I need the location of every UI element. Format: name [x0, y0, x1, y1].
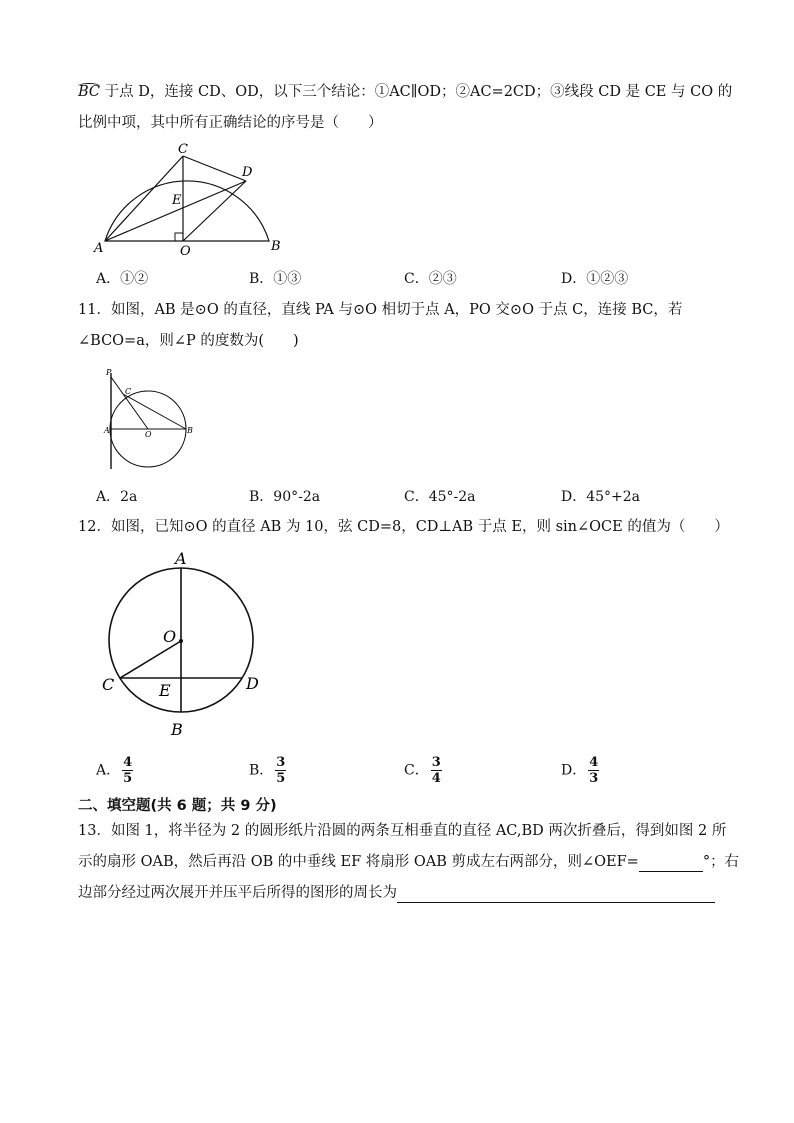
q12-option-b[interactable]: B． $\frac{3}{5}$: [249, 755, 286, 786]
q10-line-2: 比例中项，其中所有正确结论的序号是（ ）: [78, 115, 383, 131]
q11-line-2: ∠BCO=a，则∠P 的度数为( ): [78, 333, 299, 349]
q12-option-a[interactable]: A． $\frac{4}{5}$: [96, 755, 133, 786]
q10-option-a[interactable]: A．①②: [96, 271, 149, 287]
q11-line-1: 11．如图，AB 是⊙O 的直径，直线 PA 与⊙O 相切于点 A，PO 交⊙O 于点 C，连接 BC，若: [78, 302, 683, 318]
label-b: B: [187, 426, 193, 435]
label-e: E: [172, 193, 182, 208]
q10-option-c[interactable]: C．②③: [404, 271, 457, 287]
q10-line-1: BC 于点 D，连接 CD、OD，以下三个结论：①AC∥OD；②AC=2CD；③线段 CD 是 CE 与 CO 的: [78, 84, 733, 100]
label-a: A: [104, 426, 110, 435]
label-o: O: [180, 244, 191, 259]
fraction: $\frac{3}{4}$: [431, 755, 441, 786]
q10-option-b[interactable]: B．①③: [249, 271, 302, 287]
q11-figure: [96, 363, 208, 473]
fraction: $\frac{3}{5}$: [276, 755, 286, 786]
q12-option-d[interactable]: D． $\frac{4}{3}$: [561, 755, 599, 786]
label-e: E: [159, 681, 171, 700]
label-c: C: [125, 387, 132, 396]
arc-bc-label: BC: [78, 84, 101, 100]
label-c: C: [102, 675, 115, 694]
q13-line-3: 边部分经过两次展开并压平后所得的图形的周长为: [78, 883, 715, 903]
answer-blank-angle[interactable]: [639, 855, 703, 872]
q12-option-c[interactable]: C． $\frac{3}{4}$: [404, 755, 441, 786]
q11-option-d[interactable]: D．45°+2a: [561, 489, 641, 505]
q13-line-1: 13．如图 1，将半径为 2 的圆形纸片沿圆的两条互相垂直的直径 AC,BD 两次折叠后，得到如图 2 所: [78, 823, 727, 839]
q12-figure: [96, 545, 276, 745]
label-o: O: [145, 430, 152, 439]
label-a: A: [94, 241, 104, 256]
q10-option-d[interactable]: D．①②③: [561, 271, 629, 287]
fraction: $\frac{4}{5}$: [123, 755, 133, 786]
q13-line-2: 示的扇形 OAB，然后再沿 OB 的中垂线 EF 将扇形 OAB 剪成左右两部分，则∠OEF= °；右: [78, 854, 740, 870]
q10-figure: [88, 138, 298, 263]
label-o: O: [163, 627, 177, 646]
label-a: A: [175, 549, 187, 568]
label-d: D: [246, 674, 259, 693]
q11-option-b[interactable]: B．90°-2a: [249, 489, 321, 505]
q12-line-1: 12．如图，已知⊙O 的直径 AB 为 10，弦 CD=8，CD⊥AB 于点 E，则 sin∠OCE 的值为（ ）: [78, 519, 729, 535]
label-d: D: [242, 165, 253, 180]
q11-option-c[interactable]: C．45°-2a: [404, 489, 476, 505]
label-b: B: [271, 239, 281, 254]
label-p: P: [106, 368, 112, 377]
label-c: C: [178, 142, 188, 157]
fraction: $\frac{4}{3}$: [589, 755, 599, 786]
answer-blank-perimeter[interactable]: [397, 886, 715, 903]
q11-option-a[interactable]: A．2a: [96, 489, 138, 505]
label-b: B: [171, 720, 183, 739]
section-title: 二、填空题(共 6 题；共 9 分): [78, 798, 277, 814]
